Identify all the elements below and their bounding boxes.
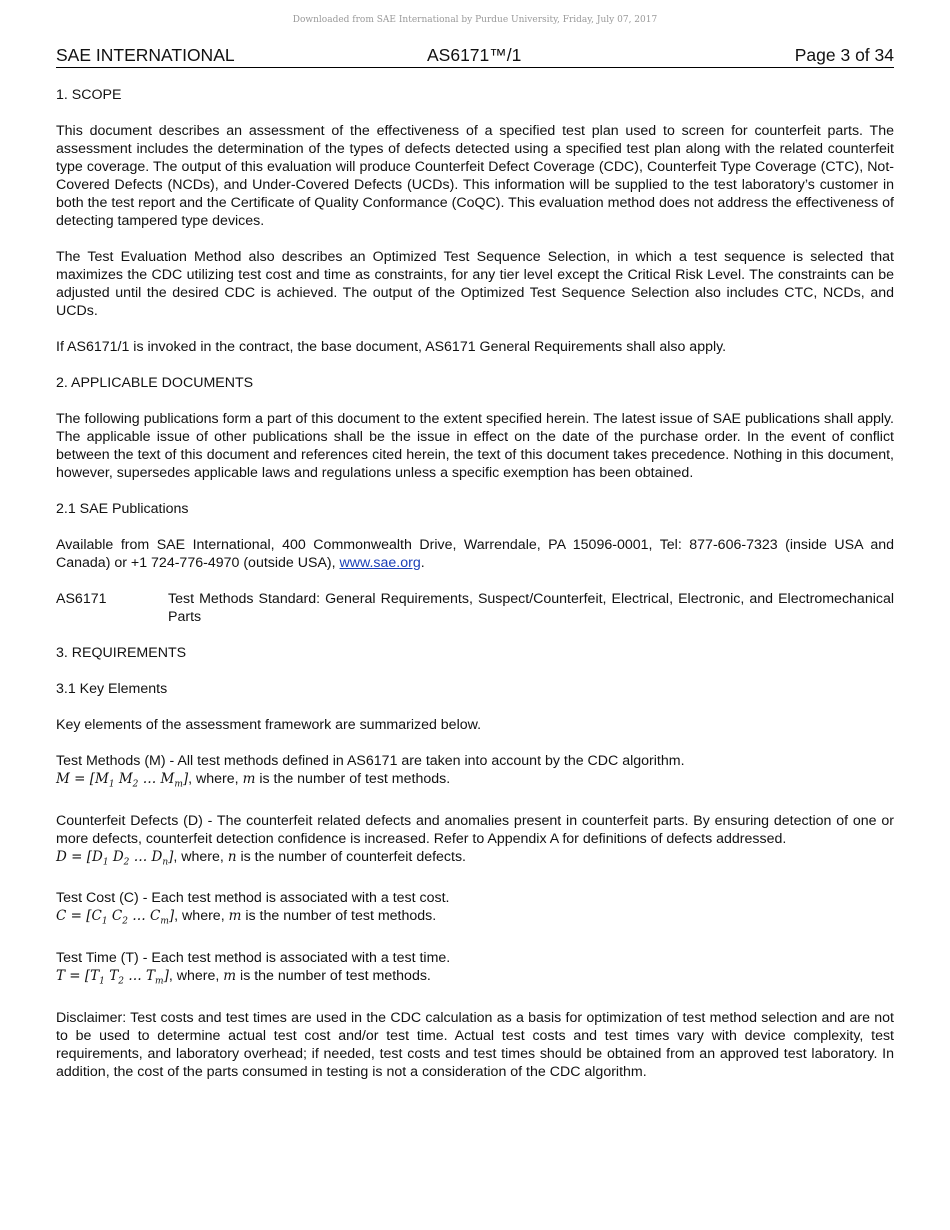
counterfeit-defects-text: Counterfeit Defects (D) - The counterfeit related defects and anomalies present in counterfeit parts. By ensuring detection of one or more defects, counterfeit detection confidence is increased. Refer to Appendix A for definitions of defects addressed. bbox=[56, 812, 894, 847]
test-cost-text: Test Cost (C) - Each test method is associated with a test cost. bbox=[56, 890, 450, 907]
reference-code: AS6171 bbox=[56, 591, 107, 607]
section-2-1-heading: 2.1 SAE Publications bbox=[56, 501, 189, 517]
section-3-1-heading: 3.1 Key Elements bbox=[56, 681, 168, 697]
header-doc-number: AS6171™/1 bbox=[427, 45, 522, 65]
section-3-heading: 3. REQUIREMENTS bbox=[56, 645, 187, 661]
reference-entry bbox=[56, 590, 894, 626]
scope-paragraph-3: If AS6171/1 is invoked in the contract, the base document, AS6171 General Requirements shall also apply. bbox=[56, 339, 727, 355]
scope-paragraph-1: This document describes an assessment of the effectiveness of a specified test plan used to screen for counterfeit parts. The assessment includes the determination of the types of defects detected using a specified test plan along with the related counterfeit type coverage. The output of this evaluation will produce Counterfeit Defect Coverage (CDC), Counterfeit Type Coverage (CTC), Not-Covered Defects (NCDs), and Under-Covered Defects (UCDs). This information will be supplied to the test laboratory’s customer in both the test report and the Certificate of Quality Conformance (CoQC). This evaluation method does not address the effectiveness of detecting tampered type devices. bbox=[56, 123, 894, 229]
header-page-number: Page 3 of 34 bbox=[794, 45, 894, 65]
scope-paragraph-2: The Test Evaluation Method also describes an Optimized Test Sequence Selection, in which a test sequence is selected that maximizes the CDC utilizing test cost and time as constraints, for any tier level except the Critical Risk Level. The constraints can be adjusted until the desired CDC is achieved. The output of the Optimized Test Sequence Selection also includes CTC, NCDs, and UCDs. bbox=[56, 249, 894, 319]
applicable-docs-paragraph: The following publications form a part of this document to the extent specified herein. The latest issue of SAE publications shall apply. The applicable issue of other publications shall be the issue in effect on the date of the purchase order. In the event of conflict between the text of this document and references cited herein, the text of this document takes precedence. Nothing in this document, however, supersedes applicable laws and regulations unless a specific exemption has been obtained. bbox=[56, 411, 894, 481]
download-watermark: Downloaded from SAE International by Purdue University, Friday, July 07, 2017 bbox=[292, 15, 658, 25]
page-header bbox=[56, 45, 894, 68]
key-elements-intro: Key elements of the assessment framework are summarized below. bbox=[56, 717, 482, 733]
availability-paragraph: Available from SAE International, 400 Commonwealth Drive, Warrendale, PA 15096-0001, Tel: 877-606-7323 (inside USA and Canada) or +1 724-776-4970 (outside USA), www.sae.org. bbox=[56, 537, 894, 571]
test-methods-text: Test Methods (M) - All test methods defined in AS6171 are taken into account by the CDC algorithm. bbox=[56, 753, 685, 769]
section-1-heading: 1. SCOPE bbox=[56, 87, 122, 103]
disclaimer-paragraph: Disclaimer: Test costs and test times are used in the CDC calculation as a basis for optimization of test method selection and are not to be used to determine actual test cost and/or test time. Actual test costs and test times vary with device complexity, test requirements, and laboratory overhead; if needed, test costs and test times should be obtained from an approved test laboratory. In addition, the cost of the parts consumed in testing is not a consideration of the CDC algorithm. bbox=[56, 1009, 894, 1080]
header-org: SAE INTERNATIONAL bbox=[56, 45, 235, 65]
reference-title: Test Methods Standard: General Requirements, Suspect/Counterfeit, Electrical, Electronic, and Electromechanical Parts bbox=[168, 591, 894, 625]
test-time-text: Test Time (T) - Each test method is associated with a test time. bbox=[56, 950, 451, 967]
document-body bbox=[56, 86, 894, 1081]
section-2-heading: 2. APPLICABLE DOCUMENTS bbox=[56, 375, 254, 391]
test-methods-formula: $M = [M_1$ $M_2$ … $M_m$], where, m is the number of test methods. bbox=[56, 771, 451, 790]
test-cost-formula: $C = [C_1$ $C_2$ … $C_m$], where, m is the number of test methods. bbox=[56, 908, 437, 928]
counterfeit-defects-formula: $D = [D_1$ $D_2$ … $D_n$], where, n is the number of counterfeit defects. bbox=[56, 848, 467, 868]
test-time-formula: $T = [T_1$ $T_2$ … $T_m$], where, m is the number of test methods. bbox=[56, 968, 431, 987]
sae-website-link[interactable]: www.sae.org bbox=[339, 555, 421, 571]
